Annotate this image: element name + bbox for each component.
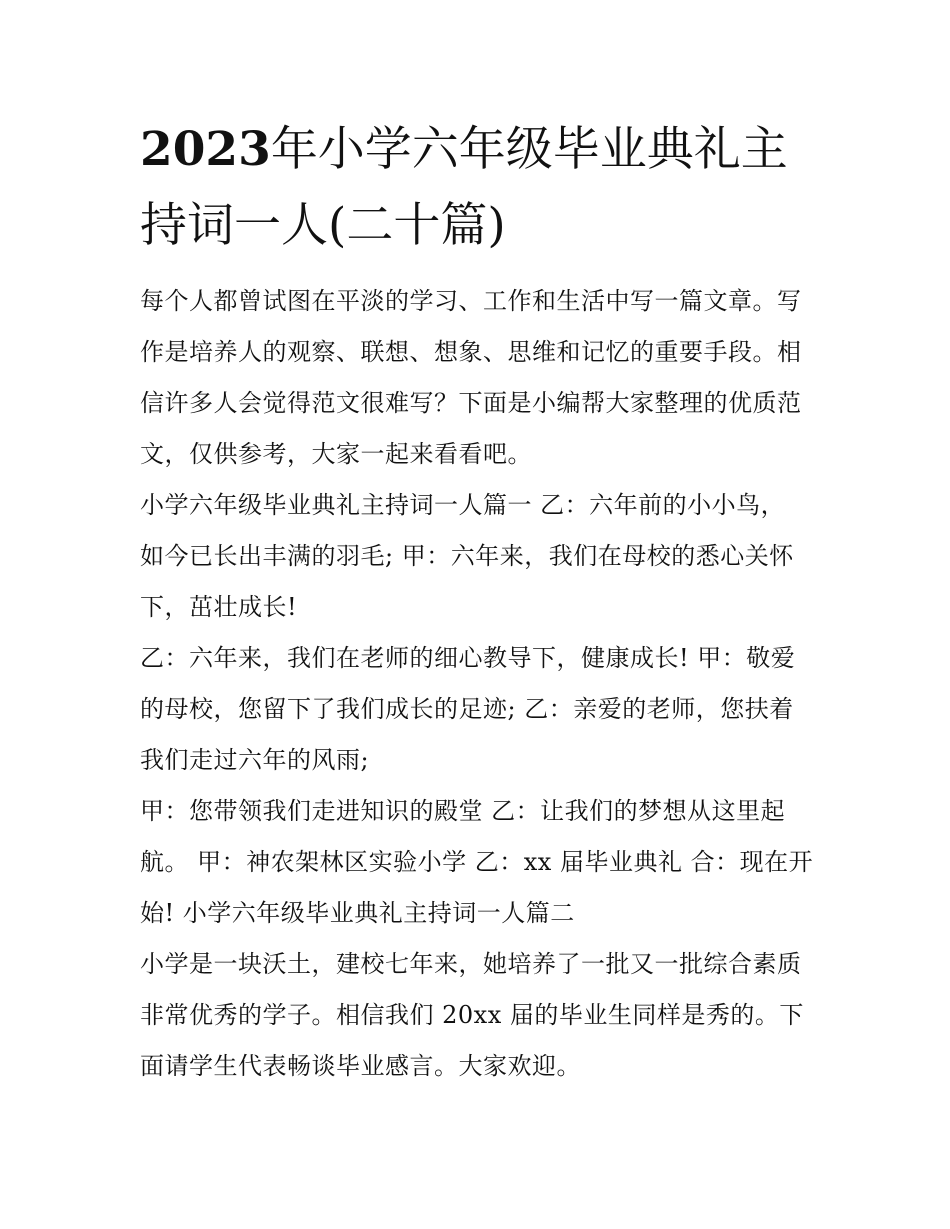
paragraph-line: 信许多人会觉得范文很难写？下面是小编帮大家整理的优质范 (140, 389, 802, 417)
title-line-1-text: 年小学六年级毕业典礼主 (270, 122, 788, 177)
paragraph-speech-2 (140, 633, 820, 786)
paragraph-line: 始! 小学六年级毕业典礼主持词一人篇二 (140, 899, 575, 927)
document-body (140, 276, 820, 1092)
paragraph-line: 我们走过六年的风雨; (140, 746, 370, 774)
paragraph-speech-4 (140, 939, 820, 1092)
paragraph-line: 每个人都曾试图在平淡的学习、工作和生活中写一篇文章。写 (140, 287, 802, 315)
title-line-2: 持词一人(二十篇) (140, 198, 506, 253)
paragraph-line: 面请学生代表畅谈毕业感言。大家欢迎。 (140, 1052, 581, 1080)
paragraph-line: 文，仅供参考，大家一起来看看吧。 (140, 440, 532, 468)
paragraph-line: 乙：六年来，我们在老师的细心教导下，健康成长! 甲：敬爱 (140, 644, 796, 672)
paragraph-line: 航。 甲：神农架林区实验小学 乙：xx 届毕业典礼 合：现在开 (140, 848, 814, 876)
paragraph-line: 如今已长出丰满的羽毛; 甲：六年来，我们在母校的悉心关怀 (140, 542, 794, 570)
paragraph-line: 下，茁壮成长! (140, 593, 298, 621)
paragraph-speech-3 (140, 786, 820, 939)
paragraph-line: 小学六年级毕业典礼主持词一人篇一 乙：六年前的小小鸟， (140, 491, 786, 519)
paragraph-line: 小学是一块沃土，建校七年来，她培养了一批又一批综合素质 (140, 950, 802, 978)
paragraph-line: 非常优秀的学子。相信我们 20xx 届的毕业生同样是秀的。下 (140, 1001, 804, 1029)
document-title (140, 112, 820, 264)
paragraph-line: 甲：您带领我们走进知识的殿堂 乙：让我们的梦想从这里起 (140, 797, 786, 825)
paragraph-line: 作是培养人的观察、联想、想象、思维和记忆的重要手段。相 (140, 338, 802, 366)
title-year: 2023 (140, 122, 271, 177)
paragraph-line: 的母校，您留下了我们成长的足迹; 乙：亲爱的老师，您扶着 (140, 695, 794, 723)
paragraph-intro (140, 276, 820, 480)
paragraph-speech-1 (140, 480, 820, 633)
title-line-1 (140, 112, 820, 188)
